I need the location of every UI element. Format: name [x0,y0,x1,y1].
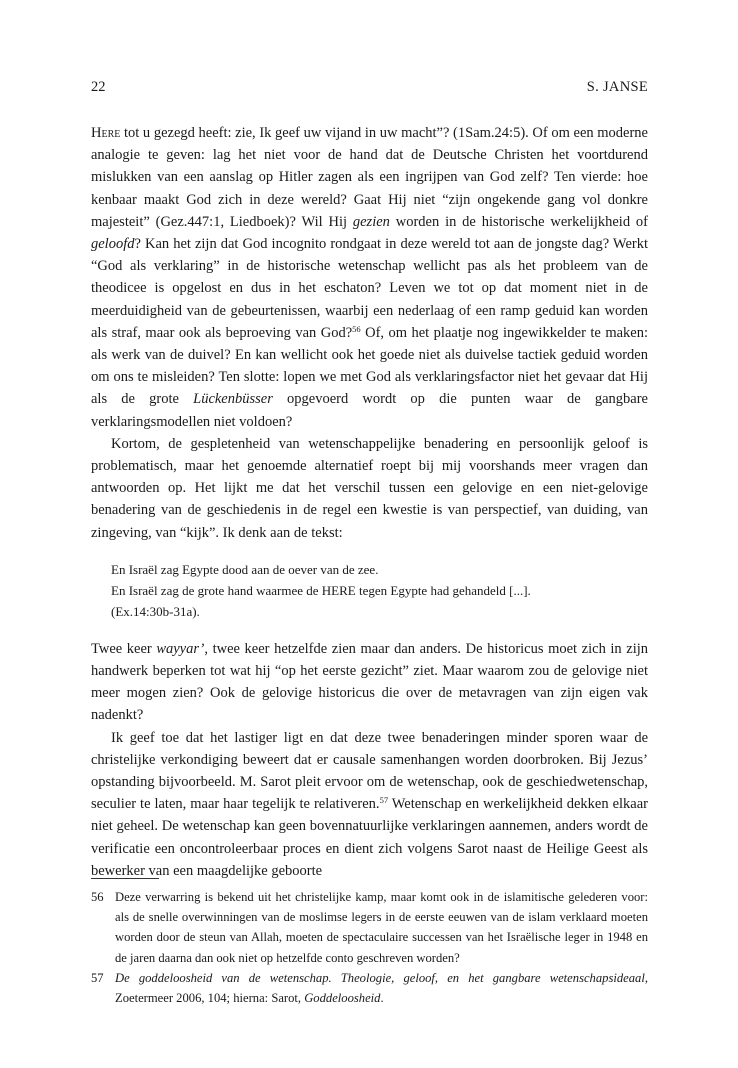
emphasis: geloofd [91,236,135,253]
quote-line: En Israël zag de grote hand waarmee de HERE tegen Egypte had gehandeld [...]. [111,582,531,598]
footnote-56 [91,887,648,968]
paragraph-4 [91,727,648,882]
paragraph-3 [91,638,648,727]
text-run: worden in de historische werkelijkheid of [389,213,648,230]
footnote-divider [91,878,159,879]
footnote-57 [91,968,648,1008]
text-run: . [380,991,384,1006]
footnotes [91,887,648,1008]
text-run: opgevoerd wordt op die punten waar de gangbare verklaringsmodellen niet voldoen? [91,391,648,430]
block-quote [111,559,648,622]
text-run: Twee keer [91,640,157,657]
footnote-number: 57 [91,970,104,985]
footnote-text [115,968,648,1008]
paragraph-1 [91,122,648,433]
quote-line: En Israël zag Egypte dood aan de oever van de zee. [111,561,379,577]
text-run: ? Kan het zijn dat God incognito rondgaat in deze wereld tot aan de jongste dag? Werkt “God als verklaring” in de historische wetenschap wellicht pas als het probleem van de theodicee is opgelost en dus in het eschaton? Leven we tot op dat moment niet in de meerduidigheid van de gebeurtenissen, waarbij een nederlaag of een ramp geduid kan worden als straf, maar ook als beproeving van God? [91,236,648,341]
paragraph-2: Kortom, de gespletenheid van wetenschappelijke benadering en persoonlijk geloof is problematisch, maar het genoemde alternatief roept bij mij voorshands meer vragen dan antwoorden op. Het lijkt me dat het verschil tussen een gelovige en een niet-gelovige benadering van de geschiedenis in de regel een kwestie is van perspectief, van duiding, van zingeving, van “kijk”. Ik denk aan de tekst: [91,435,648,541]
body-text [91,122,648,882]
emphasis: De goddeloosheid van de wetenschap. Theologie, geloof, en het gangbare wetenschapsideaal [115,970,645,985]
text-run: Wetenschap en werkelijkheid dekken elkaar niet geheel. De wetenschap kan geen bovennatuurlijke verklaringen aannemen, anders wordt de verificatie een oncontroleerbaar proces en dient zich volgens Sarot naast de Heilige Geest als bewerker van een maagdelijke geboorte [91,796,648,879]
page-number: 22 [91,79,106,95]
running-author: S. JANSE [586,79,648,95]
quote-reference: (Ex.14:30b-31a). [111,603,200,619]
footnote-ref-56[interactable]: 56 [352,323,361,334]
text-run: Of, om het plaatje nog ingewikkelder te maken: als werk van de duivel? En kan wellicht ook het goede niet als duivelse tactiek geduid worden om ons te misleiden? Ten slotte: lopen we met God als verklaringsfactor niet het gevaar dat Hij als de grote [91,324,649,408]
text-run: tot u gezegd heeft: zie, Ik geef uw vijand in uw macht”? (1Sam.24:5). Of om een moderne analogie te geven: lag het niet voor de hand dat de Deutsche Christen het voortdurend mislukken van een aanslag op Hitler zagen als een ingrijpen van God zelf? Ten vierde: hoe kenbaar maakt God zich in deze wereld? Gaat Hij niet “zijn ongekende gang vol donkre majesteit” (Gez.447:1, Liedboek)? Wil Hij [91,125,648,230]
text-run: Ik geef toe dat het lastiger ligt en dat deze twee benaderingen minder sporen waar de christelijke verkondiging beweert dat er causale samenhangen worden doorbroken. Bij Jezus’ opstanding bijvoorbeeld. M. Sarot pleit ervoor om de wetenschap, ook de geschiedwetenschap, seculier te laten, maar haar tegelijk te relativeren. [91,729,648,813]
footnote-text: Deze verwarring is bekend uit het christelijke kamp, maar komt ook in de islamitische gelederen voor: als de snelle overwinningen van de moslimse legers in de eerste eeuwen van de islam verklaard moeten worden door de steun van Allah, moeten de spectaculaire successen van het Israëlische leger in 1948 en de jaren daarna dan ook niet op hetzelfde conto geschreven worden? [115,890,648,965]
emphasis: gezien [352,213,390,230]
small-caps-here: Here [91,125,121,141]
running-head [91,78,648,96]
emphasis: wayyar’ [156,640,205,657]
footnote-number: 56 [91,890,104,904]
emphasis: Goddeloosheid [304,991,381,1006]
text-run: , Zoetermeer 2006, 104; hierna: Sarot, [115,970,648,1006]
text-run: , twee keer hetzelfde zien maar dan anders. De historicus moet zich in zijn handwerk beperken tot wat hij “op het eerste gezicht” ziet. Maar waarom zou de gelovige niet meer mogen zien? Ook de gelovige historicus die over de metavragen van zijn eigen vak nadenkt? [91,640,648,724]
emphasis: Lückenbüsser [193,391,273,408]
footnote-ref-57[interactable]: 57 [379,795,389,806]
